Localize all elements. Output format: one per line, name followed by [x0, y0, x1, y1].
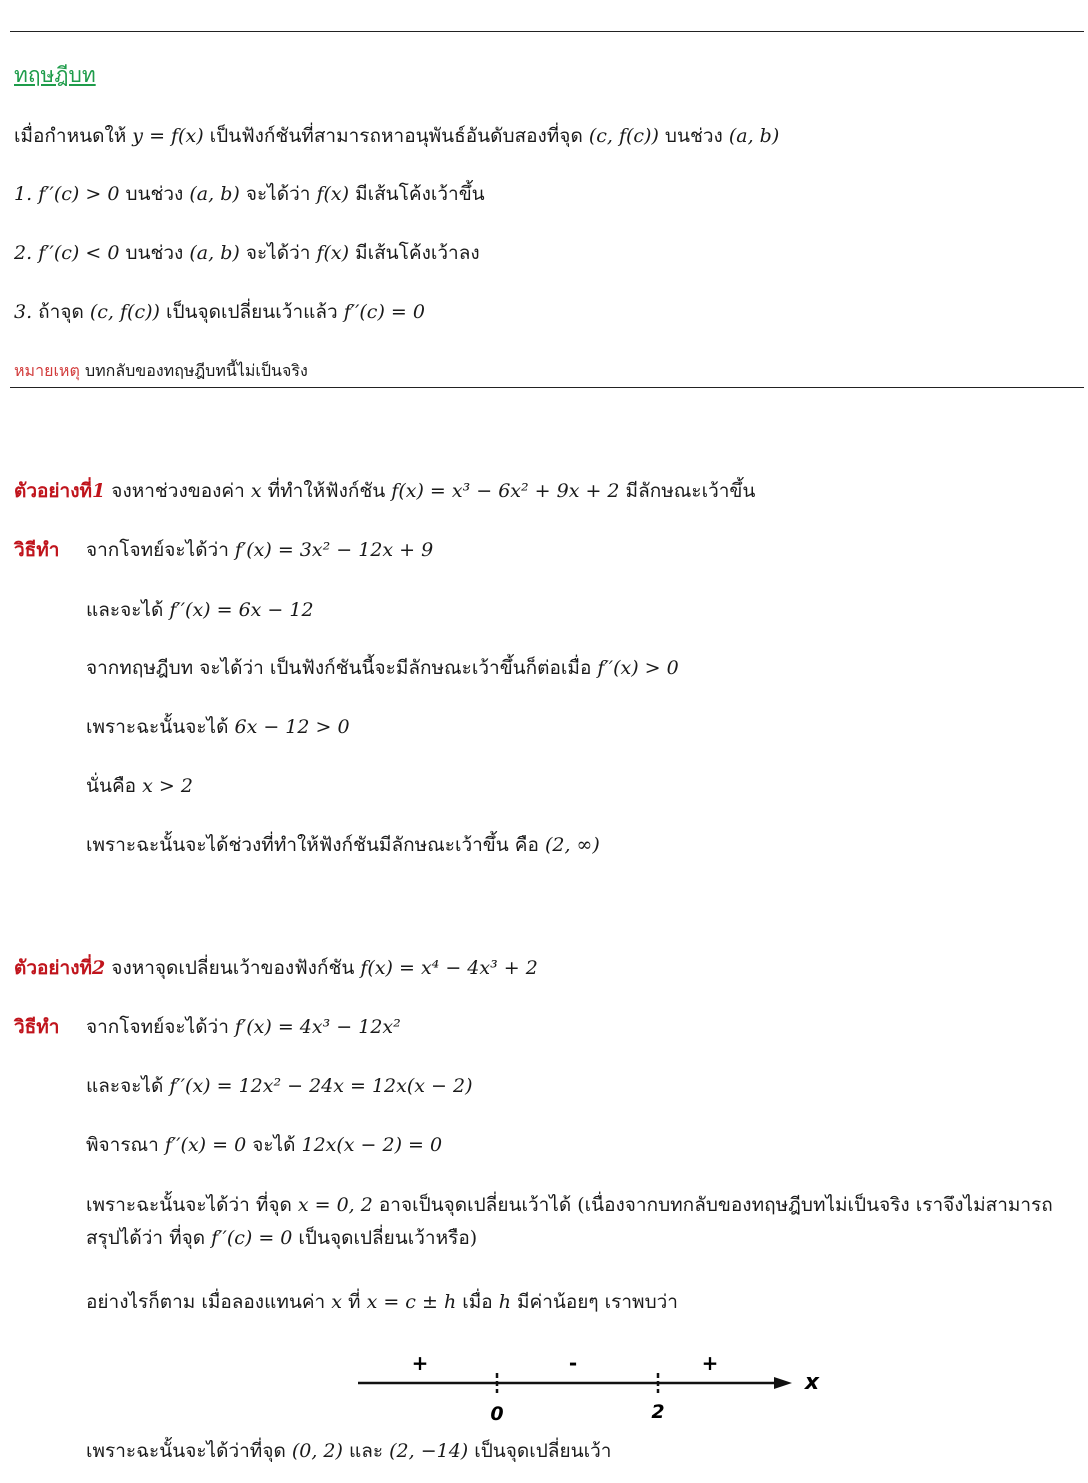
- example-1-step-2: และจะได้ f′′(x) = 6x − 12: [86, 599, 314, 621]
- example-2-solution-label: วิธีทำ: [14, 1016, 60, 1038]
- note-label: หมายเหตุ: [14, 361, 80, 380]
- theorem-item-1: 1. f′′(c) > 0 บนช่วง (a, b) จะได้ว่า f(x) มีเส้นโค้งเว้าขึ้น: [14, 183, 485, 205]
- theorem-item-3: 3. ถ้าจุด (c, f(c)) เป็นจุดเปลี่ยนเว้าแล้ว f′′(c) = 0: [14, 301, 425, 323]
- example-2-question: ตัวอย่างที่2 จงหาจุดเปลี่ยนเว้าของฟังก์ชัน f(x) = x⁴ − 4x³ + 2: [14, 957, 538, 979]
- sign-left: +: [411, 1351, 429, 1375]
- example-1-step-6: เพราะฉะนั้นจะได้ช่วงที่ทำให้ฟังก์ชันมีลักษณะเว้าขึ้น คือ (2, ∞): [86, 834, 600, 856]
- theorem-item-2: 2. f′′(c) < 0 บนช่วง (a, b) จะได้ว่า f(x) มีเส้นโค้งเว้าลง: [14, 242, 480, 264]
- example-1-step-5: นั่นคือ x > 2: [86, 775, 193, 797]
- example-2-step-5: อย่างไรก็ตาม เมื่อลองแทนค่า x ที่ x = c ± h เมื่อ h มีค่าน้อยๆ เราพบว่า: [86, 1291, 678, 1313]
- example-2-step-1: จากโจทย์จะได้ว่า f′(x) = 4x³ − 12x²: [86, 1016, 401, 1038]
- example-2-step-4: เพราะฉะนั้นจะได้ว่า ที่จุด x = 0, 2 อาจเป็นจุดเปลี่ยนเว้าได้ (เนื่องจากบทกลับของทฤษฎีบทไม่เป็นจริง เราจึงไม่สามารถสรุปได้ว่า ที่จุด f′′(c) = 0 เป็นจุดเปลี่ยนเว้าหรือ): [86, 1194, 1053, 1249]
- theorem-intro: เมื่อกำหนดให้ y = f(x) เป็นฟังก์ชันที่สามารถหาอนุพันธ์อันดับสองที่จุด (c, f(c)) บนช่วง (a, b): [14, 125, 780, 147]
- sign-right: +: [701, 1351, 719, 1375]
- axis-label-x: x: [804, 1370, 820, 1395]
- example-1-step-3: จากทฤษฎีบท จะได้ว่า เป็นฟังก์ชันนี้จะมีลักษณะเว้าขึ้นก็ต่อเมื่อ f′′(x) > 0: [86, 657, 679, 679]
- sign-number-line: [350, 1348, 830, 1428]
- number-line-arrow: [774, 1377, 792, 1389]
- example-1-solution-label: วิธีทำ: [14, 539, 60, 561]
- top-rule: [10, 31, 1084, 32]
- example-1-label: ตัวอย่างที่1: [14, 480, 106, 502]
- example-1-question: ตัวอย่างที่1 จงหาช่วงของค่า x ที่ทำให้ฟังก์ชัน f(x) = x³ − 6x² + 9x + 2 มีลักษณะเว้าขึ้น: [14, 480, 756, 502]
- example-2-step-3: พิจารณา f′′(x) = 0 จะได้ 12x(x − 2) = 0: [86, 1134, 443, 1156]
- bottom-rule: [10, 387, 1084, 388]
- example-1-step-1: จากโจทย์จะได้ว่า f′(x) = 3x² − 12x + 9: [86, 539, 434, 561]
- theorem-heading: ทฤษฎีบท: [14, 63, 96, 87]
- theorem-note: หมายเหตุ บทกลับของทฤษฎีบทนี้ไม่เป็นจริง: [14, 361, 308, 380]
- example-2-step-2: และจะได้ f′′(x) = 12x² − 24x = 12x(x − 2): [86, 1075, 473, 1097]
- tick-label-2: 2: [651, 1401, 665, 1423]
- example-2-step-6: เพราะฉะนั้นจะได้ว่าที่จุด (0, 2) และ (2, −14) เป็นจุดเปลี่ยนเว้า: [86, 1440, 612, 1462]
- tick-label-0: 0: [490, 1403, 504, 1425]
- example-1-step-4: เพราะฉะนั้นจะได้ 6x − 12 > 0: [86, 716, 350, 738]
- example-2-label: ตัวอย่างที่2: [14, 957, 106, 979]
- sign-middle: -: [568, 1351, 578, 1375]
